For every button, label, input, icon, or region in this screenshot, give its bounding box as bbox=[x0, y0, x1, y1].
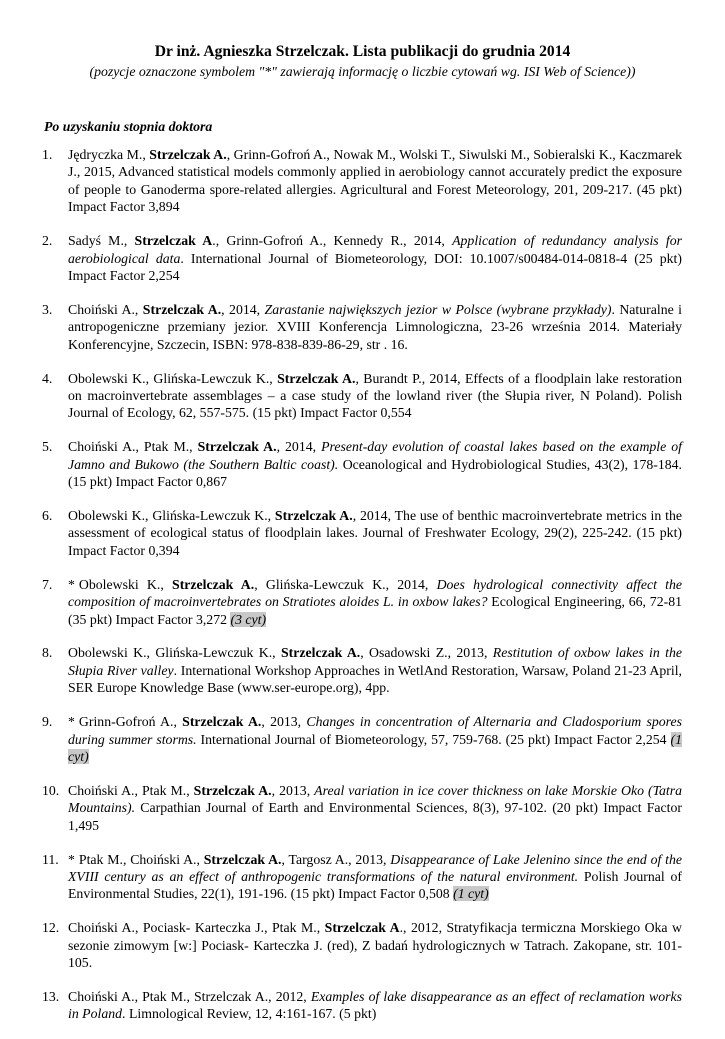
publication-entry-11 bbox=[0, 851, 725, 903]
citation-count: (1 cyt) bbox=[453, 886, 489, 902]
author-highlight: Strzelczak A bbox=[134, 233, 213, 249]
publication-entry-2 bbox=[0, 232, 725, 284]
author-highlight: Strzelczak A. bbox=[172, 576, 255, 592]
authors-before: Ptak M., Choiński A., bbox=[78, 851, 204, 867]
publication-number: 3. bbox=[42, 301, 53, 317]
publication-title: Effects of a floodplain lake restoration on macroinvertebrate assemblages – a case study of the lowland river (the Słupia river, N Poland). bbox=[68, 370, 682, 403]
authors-before: Grinn-Gofroń A., bbox=[78, 714, 183, 730]
citation-count: (3 cyt) bbox=[230, 611, 267, 627]
authors-after: ., Grinn-Gofroń A., Kennedy R., 2014, bbox=[212, 233, 453, 249]
publication-number: 2. bbox=[42, 233, 53, 249]
document-subtitle: (pozycje oznaczone symbolem "*" zawierają informację o liczbie cytowań wg. ISI Web of Science)) bbox=[89, 64, 636, 79]
authors-before: Choiński A., Ptak M., Strzelczak A., 2012, bbox=[68, 989, 311, 1005]
publication-entry-3 bbox=[0, 301, 725, 353]
authors-after: , 2013, bbox=[271, 782, 315, 798]
author-highlight: Strzelczak A. bbox=[280, 645, 361, 661]
publication-details: Ecological Engineering, 66, 72-81 (35 pkt) Impact Factor 3,272 bbox=[68, 594, 682, 627]
publication-title-italic: Examples of lake disappearance as an effect of reclamation works in Poland bbox=[68, 989, 682, 1022]
publication-title-italic: Changes in concentration of Alternaria and Cladosporium spores during summer storms. bbox=[68, 714, 682, 747]
citation-star: * bbox=[68, 851, 75, 867]
publication-title-italic: Application of redundancy analysis for aerobiological data bbox=[68, 233, 682, 266]
publication-number: 10. bbox=[42, 782, 60, 798]
publication-details: Polish Journal of Ecology, 62, 557-575. (15 pkt) Impact Factor 0,554 bbox=[68, 387, 682, 421]
authors-after: , Osadowski Z., 2013, bbox=[360, 645, 493, 661]
publication-details: Agricultural and Forest Meteorology, 201, 209-217. (45 pkt) Impact Factor 3,894 bbox=[68, 181, 682, 215]
publication-details: Polish Journal of Environmental Studies, 22(1), 191-196. (15 pkt) Impact Factor 0,508 bbox=[68, 869, 682, 902]
authors-before: Obolewski K., Glińska-Lewczuk K., bbox=[68, 645, 281, 661]
author-highlight: Strzelczak A. bbox=[274, 508, 353, 523]
author-highlight: Strzelczak A. bbox=[193, 782, 272, 798]
author-highlight: Strzelczak A bbox=[324, 920, 400, 936]
publication-entry-9 bbox=[0, 713, 725, 765]
authors-before: Obolewski K., Glińska-Lewczuk K., bbox=[68, 370, 278, 386]
authors-after: , Glińska-Lewczuk K., 2014, bbox=[254, 576, 437, 592]
publication-entry-8 bbox=[0, 644, 725, 696]
publication-number: 4. bbox=[42, 370, 53, 386]
authors-before: Choiński A., Pociask- Karteczka J., Ptak M., bbox=[68, 920, 325, 936]
publication-entry-13 bbox=[0, 988, 725, 1023]
publication-title: Stratyfikacja termiczna Morskiego Oka w sezonie zimowym [w:] Pociask- Karteczka J. (red), Z badań hydrologicznych w Tatrach. Zakopane, str. 101-105. bbox=[68, 920, 682, 971]
citation-star: * bbox=[68, 714, 75, 730]
publication-number: 9. bbox=[42, 714, 53, 730]
section-heading: Po uzyskaniu stopnia doktora bbox=[44, 119, 213, 134]
publication-entry-1 bbox=[0, 146, 725, 216]
publication-title-italic: Disappearance of Lake Jelenino since the end of the XVIII century as an effect of anthropogenic transformations of the natural environment. bbox=[68, 851, 682, 884]
citation-star: * bbox=[68, 576, 75, 592]
authors-before: Obolewski K., Glińska-Lewczuk K., bbox=[68, 508, 275, 523]
publication-title: Advanced statistical models commonly applied in aerobiology cannot accurately predict the exposure of people to Ganoderma spore-related allergies. bbox=[68, 164, 682, 197]
authors-after: , 2014, bbox=[221, 301, 265, 317]
publication-details: . Naturalne i antropogeniczne przemiany jezior. XVIII Konferencja Limnologiczna, 23-26 września 2014. Materiały Konferencyjne, Szczecin, ISBN: 978-838-839-86-29, str . 16. bbox=[68, 301, 682, 352]
publication-entry-4 bbox=[0, 370, 725, 422]
authors-after: , Targosz A., 2013, bbox=[281, 851, 391, 867]
publication-number: 1. bbox=[42, 147, 53, 162]
publication-entry-7 bbox=[0, 576, 725, 628]
authors-before: Choiński A., Ptak M., bbox=[68, 782, 194, 798]
publication-title-italic: Restitution of oxbow lakes in the Słupia River valley bbox=[68, 645, 682, 678]
author-highlight: Strzelczak A. bbox=[142, 301, 222, 317]
publication-number: 11. bbox=[42, 851, 59, 867]
authors-after: , Burandt P., 2014, bbox=[355, 370, 465, 386]
publication-details: Oceanological and Hydrobiological Studies, 43(2), 178-184. (15 pkt) Impact Factor 0,867 bbox=[68, 456, 682, 490]
publication-number: 7. bbox=[42, 576, 53, 592]
author-highlight: Strzelczak A. bbox=[277, 370, 356, 386]
publication-number: 12. bbox=[42, 920, 60, 936]
citation-count: (1 cyt) bbox=[68, 731, 682, 764]
publication-number: 6. bbox=[42, 508, 53, 523]
authors-after: , 2014, bbox=[352, 508, 395, 523]
author-highlight: Strzelczak A. bbox=[203, 851, 282, 867]
publication-details: Journal of Freshwater Ecology, 29(2), 225-242. (15 pkt) Impact Factor 0,394 bbox=[68, 525, 683, 558]
publication-number: 5. bbox=[42, 439, 53, 455]
publication-list bbox=[0, 146, 725, 1039]
publication-entry-10 bbox=[0, 782, 725, 834]
authors-after: , Grinn-Gofroń A., Nowak M., Wolski T., Siwulski M., Sobieralski K., Kaczmarek J., 2015, bbox=[68, 147, 683, 180]
authors-before: Choiński A., Ptak M., bbox=[68, 439, 198, 455]
publication-details: Carpathian Journal of Earth and Environmental Sciences, 8(3), 97-102. (20 pkt) Impact Factor 1,495 bbox=[68, 800, 682, 833]
document-title: Dr inż. Agnieszka Strzelczak. Lista publikacji do grudnia 2014 bbox=[154, 43, 571, 60]
publication-title-italic: Does hydrological connectivity affect the composition of macroinvertebrates on Stratiotes aloides L. in oxbow lakes? bbox=[68, 576, 682, 610]
author-highlight: Strzelczak A. bbox=[149, 147, 227, 162]
publication-title-italic: Present-day evolution of coastal lakes based on the example of Jamno and Bukowo (the Southern Baltic coast). bbox=[68, 439, 682, 472]
publication-number: 8. bbox=[42, 645, 53, 661]
authors-after: , 2013, bbox=[261, 714, 307, 730]
authors-after: , 2014, bbox=[276, 439, 322, 455]
authors-before: Jędryczka M., bbox=[68, 147, 150, 162]
authors-before: Choiński A., bbox=[68, 301, 143, 317]
author-highlight: Strzelczak A. bbox=[197, 439, 277, 455]
publication-details: . Limnological Review, 12, 4:161-167. (5 pkt) bbox=[122, 1006, 377, 1022]
publication-entry-12 bbox=[0, 919, 725, 971]
publication-title: The use of benthic macroinvertebrate metrics in the assessment of ecological status of floodplain lakes. bbox=[68, 508, 682, 541]
authors-before: Sadyś M., bbox=[68, 233, 135, 249]
publication-number: 13. bbox=[42, 989, 60, 1005]
publication-details: . International Workshop Approaches in WetlAnd Restoration, Warsaw, Poland 21-23 April, SER Europe Knowledge Base (www.ser-europe.org), 4pp. bbox=[68, 662, 682, 696]
publication-details: International Journal of Biometeorology, 57, 759-768. (25 pkt) Impact Factor 2,254 bbox=[196, 731, 671, 747]
publication-title-italic: Zarastanie największych jezior w Polsce (wybrane przykłady) bbox=[264, 301, 612, 317]
authors-after: ., 2012, bbox=[399, 920, 447, 936]
author-highlight: Strzelczak A. bbox=[182, 714, 262, 730]
authors-before: Obolewski K., bbox=[78, 576, 173, 592]
publication-title-italic: Areal variation in ice cover thickness on lake Morskie Oko (Tatra Mountains). bbox=[68, 782, 682, 816]
publication-entry-5 bbox=[0, 438, 725, 490]
publication-entry-6 bbox=[0, 507, 725, 559]
publication-details: . International Journal of Biometeorology, DOI: 10.1007/s00484-014-0818-4 (25 pkt) Impact Factor 2,254 bbox=[68, 250, 682, 283]
